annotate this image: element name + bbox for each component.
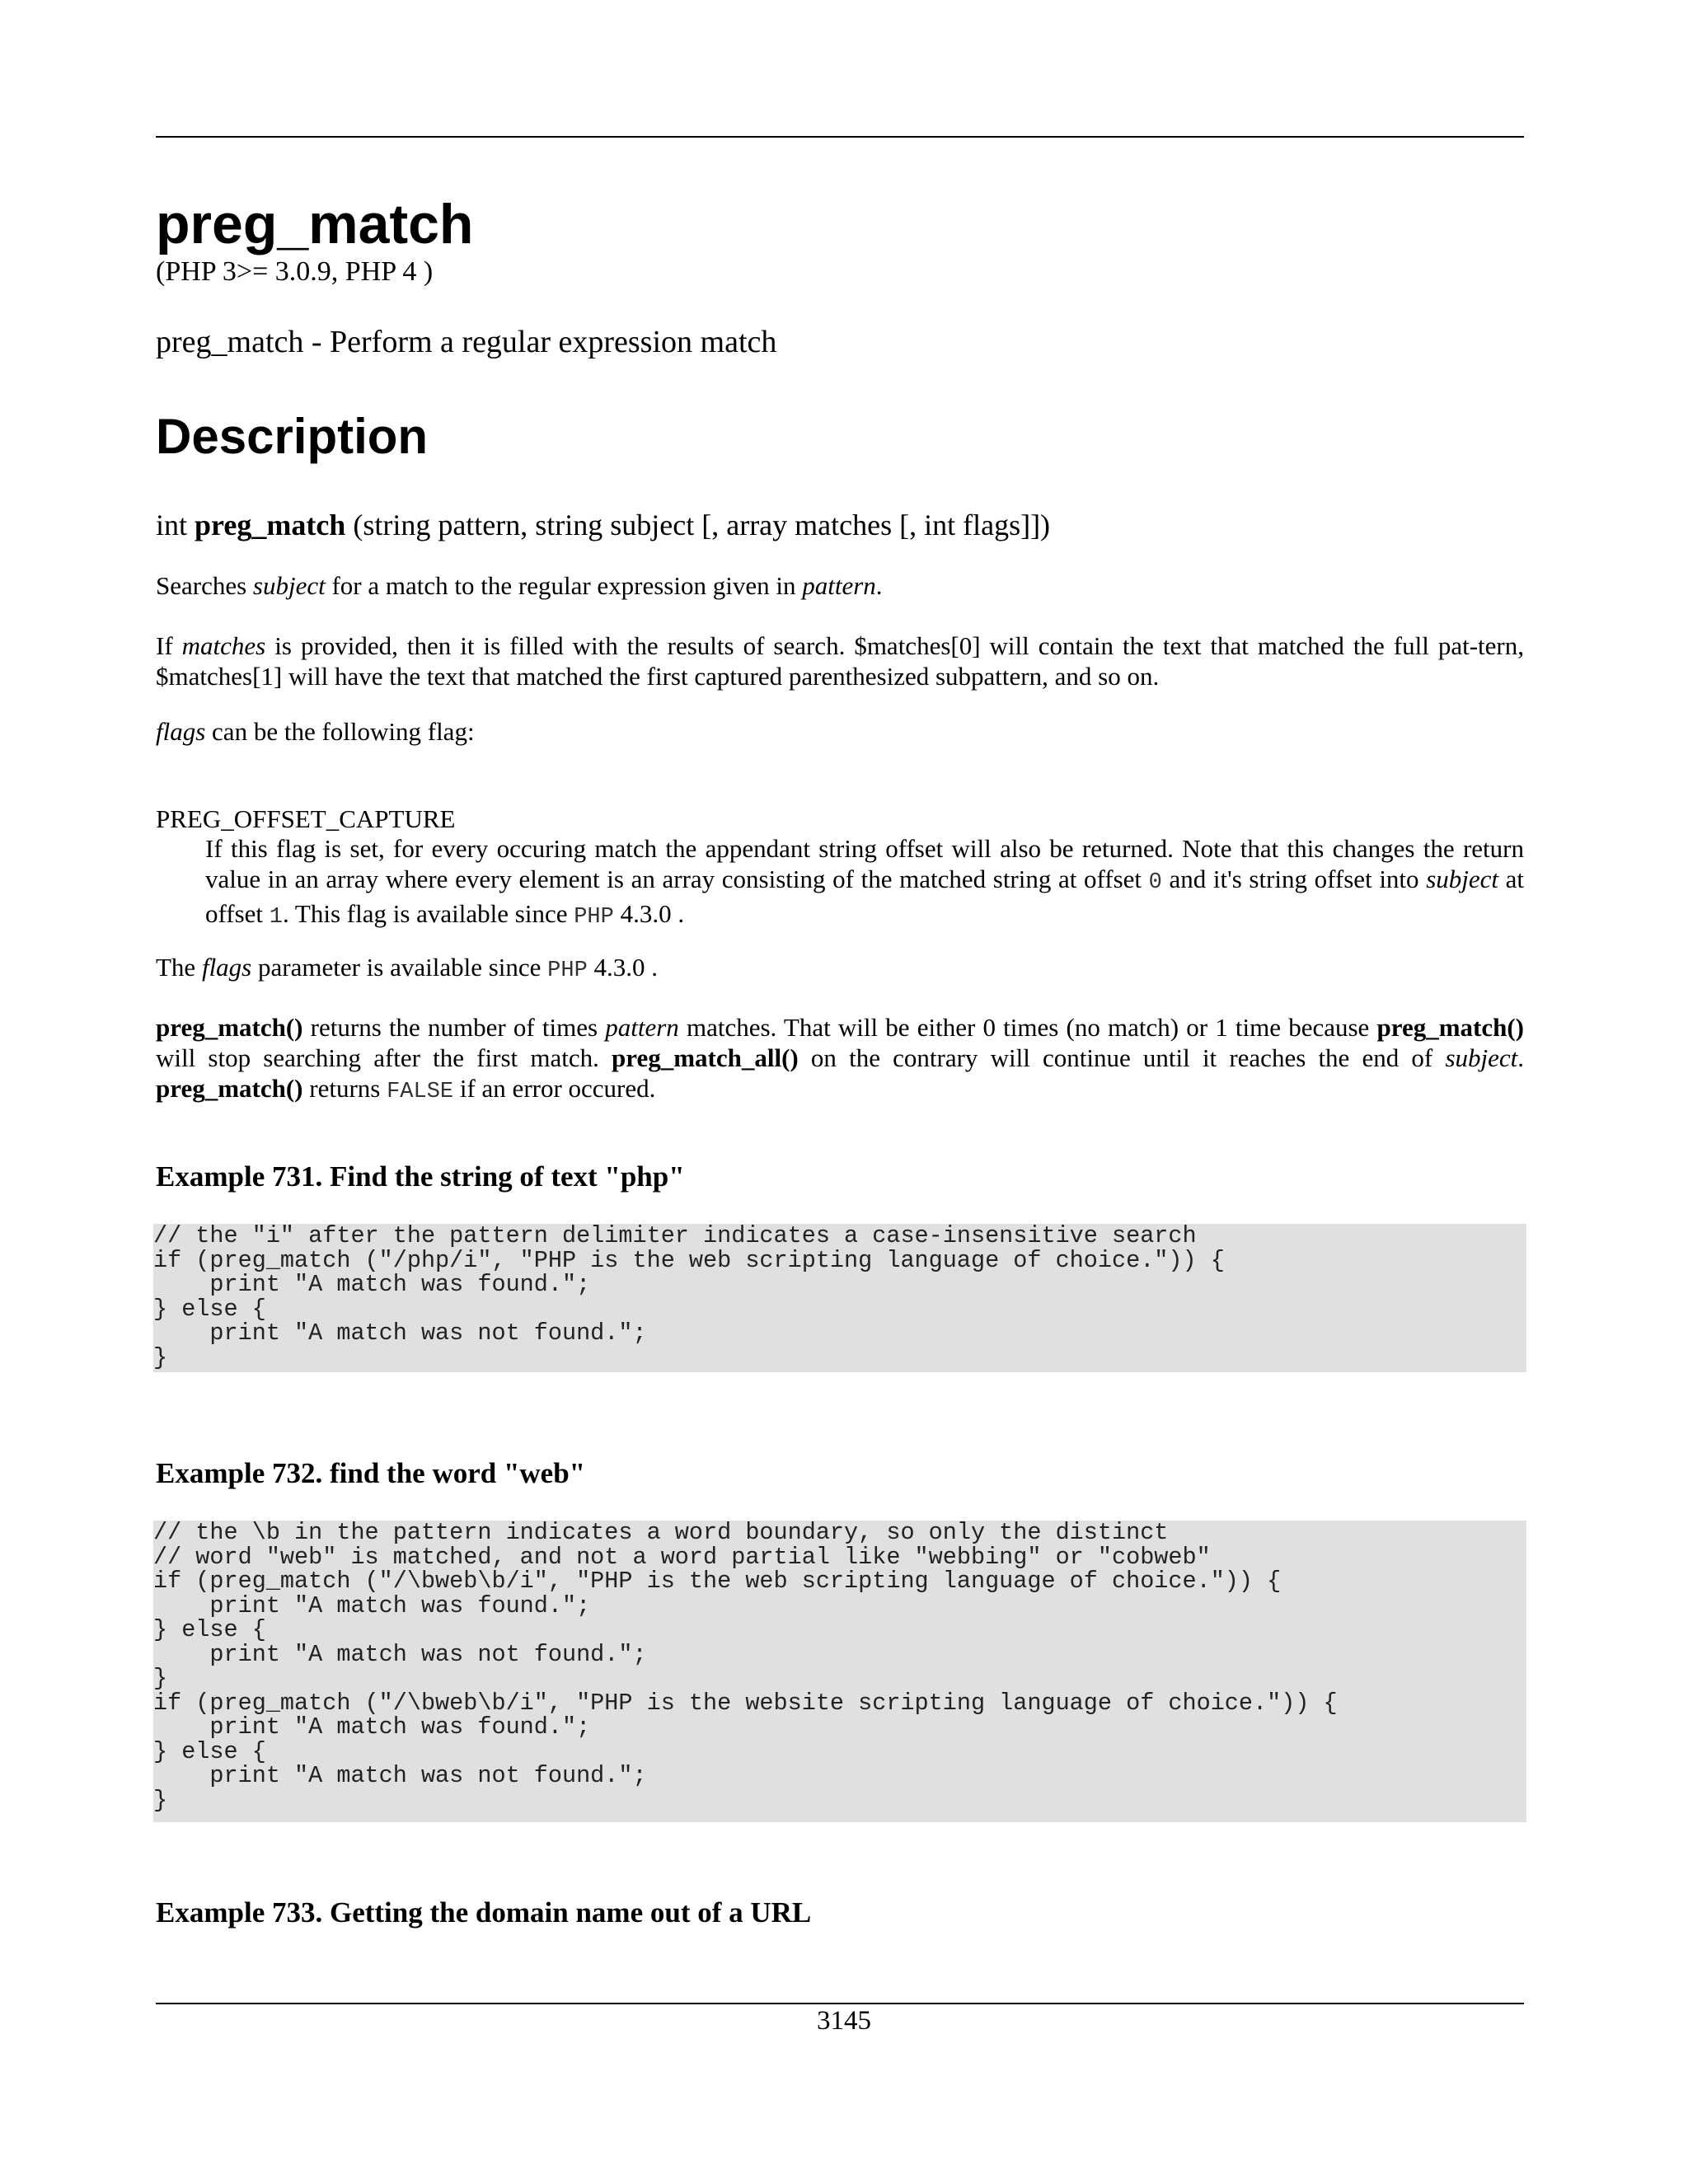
code-line: }: [153, 1343, 168, 1371]
code-line: }: [153, 1786, 168, 1814]
function-name: preg_match: [195, 509, 346, 541]
page-title: preg_match: [156, 193, 474, 255]
description-paragraph-3: flags can be the following flag:: [156, 717, 475, 746]
refname-purpose: preg_match - Perform a regular expression match: [156, 325, 777, 359]
code-line: if (preg_match ("/\bweb\b/i", "PHP is the website scripting language of choice.")) {: [153, 1689, 1338, 1717]
return-type: int: [156, 509, 195, 541]
code-line: } else {: [153, 1737, 266, 1765]
code-line: print "A match was not found.";: [153, 1319, 647, 1347]
code-line: print "A match was not found.";: [153, 1762, 647, 1789]
code-line: print "A match was found.";: [153, 1713, 591, 1741]
flag-term: PREG_OFFSET_CAPTURE: [156, 804, 456, 833]
code-line: print "A match was found.";: [153, 1591, 591, 1619]
function-synopsis: [156, 507, 1524, 543]
code-line: // word "web" is matched, and not a word partial like "webbing" or "cobweb": [153, 1543, 1211, 1571]
code-line: if (preg_match ("/\bweb\b/i", "PHP is the web scripting language of choice.")) {: [153, 1568, 1282, 1595]
code-line: // the "i" after the pattern delimiter indicates a case-insensitive search: [153, 1222, 1197, 1249]
code-line: print "A match was not found.";: [153, 1640, 647, 1668]
flag-definition: If this flag is set, for every occuring match the appendant string offset will also be returned. Note that this changes the return value in an array where every element is an array consisting of the matched string at offset 0 and it's string offset into subject at offset 1. This flag is available since PHP 4.3.0 .: [205, 834, 1525, 930]
example-731-code: [153, 1224, 1526, 1372]
version-info: (PHP 3>= 3.0.9, PHP 4 ): [156, 256, 434, 287]
description-heading: Description: [156, 409, 429, 464]
description-paragraph-4: The flags parameter is available since PHP 4.3.0 .: [156, 953, 659, 983]
description-paragraph-1: Searches subject for a match to the regular expression given in pattern.: [156, 571, 883, 600]
description-paragraph-5: preg_match() returns the number of times pattern matches. That will be either 0 times (no match) or 1 time because preg_match() will stop searching after the first match. preg_match_all() on the contrary will continue until it reaches the end of subject. preg_match() returns FALSE if an error occured.: [156, 1013, 1525, 1104]
function-params: (string pattern, string subject [, array matches [, int flags]]): [345, 509, 1051, 541]
code-line: print "A match was found.";: [153, 1271, 591, 1298]
description-paragraph-2: If matches is provided, then it is filled with the results of search. $matches[0] will contain the text that matched the full pat-tern, $matches[1] will have the text that matched the first captured parenthesized subpattern, and so on.: [156, 631, 1524, 691]
example-732-code: [153, 1521, 1526, 1822]
top-rule: [156, 136, 1524, 138]
example-731-title: Example 731. Find the string of text "php": [156, 1160, 685, 1193]
code-line: } else {: [153, 1616, 266, 1643]
page-number: 3145: [817, 2006, 871, 2036]
code-line: if (preg_match ("/php/i", "PHP is the web scripting language of choice.")) {: [153, 1246, 1225, 1274]
code-line: // the \b in the pattern indicates a word boundary, so only the distinct: [153, 1519, 1169, 1546]
code-line: }: [153, 1665, 168, 1692]
example-732-title: Example 732. find the word "web": [156, 1457, 586, 1489]
example-733-title: Example 733. Getting the domain name out of a URL: [156, 1896, 812, 1929]
code-line: } else {: [153, 1295, 266, 1323]
